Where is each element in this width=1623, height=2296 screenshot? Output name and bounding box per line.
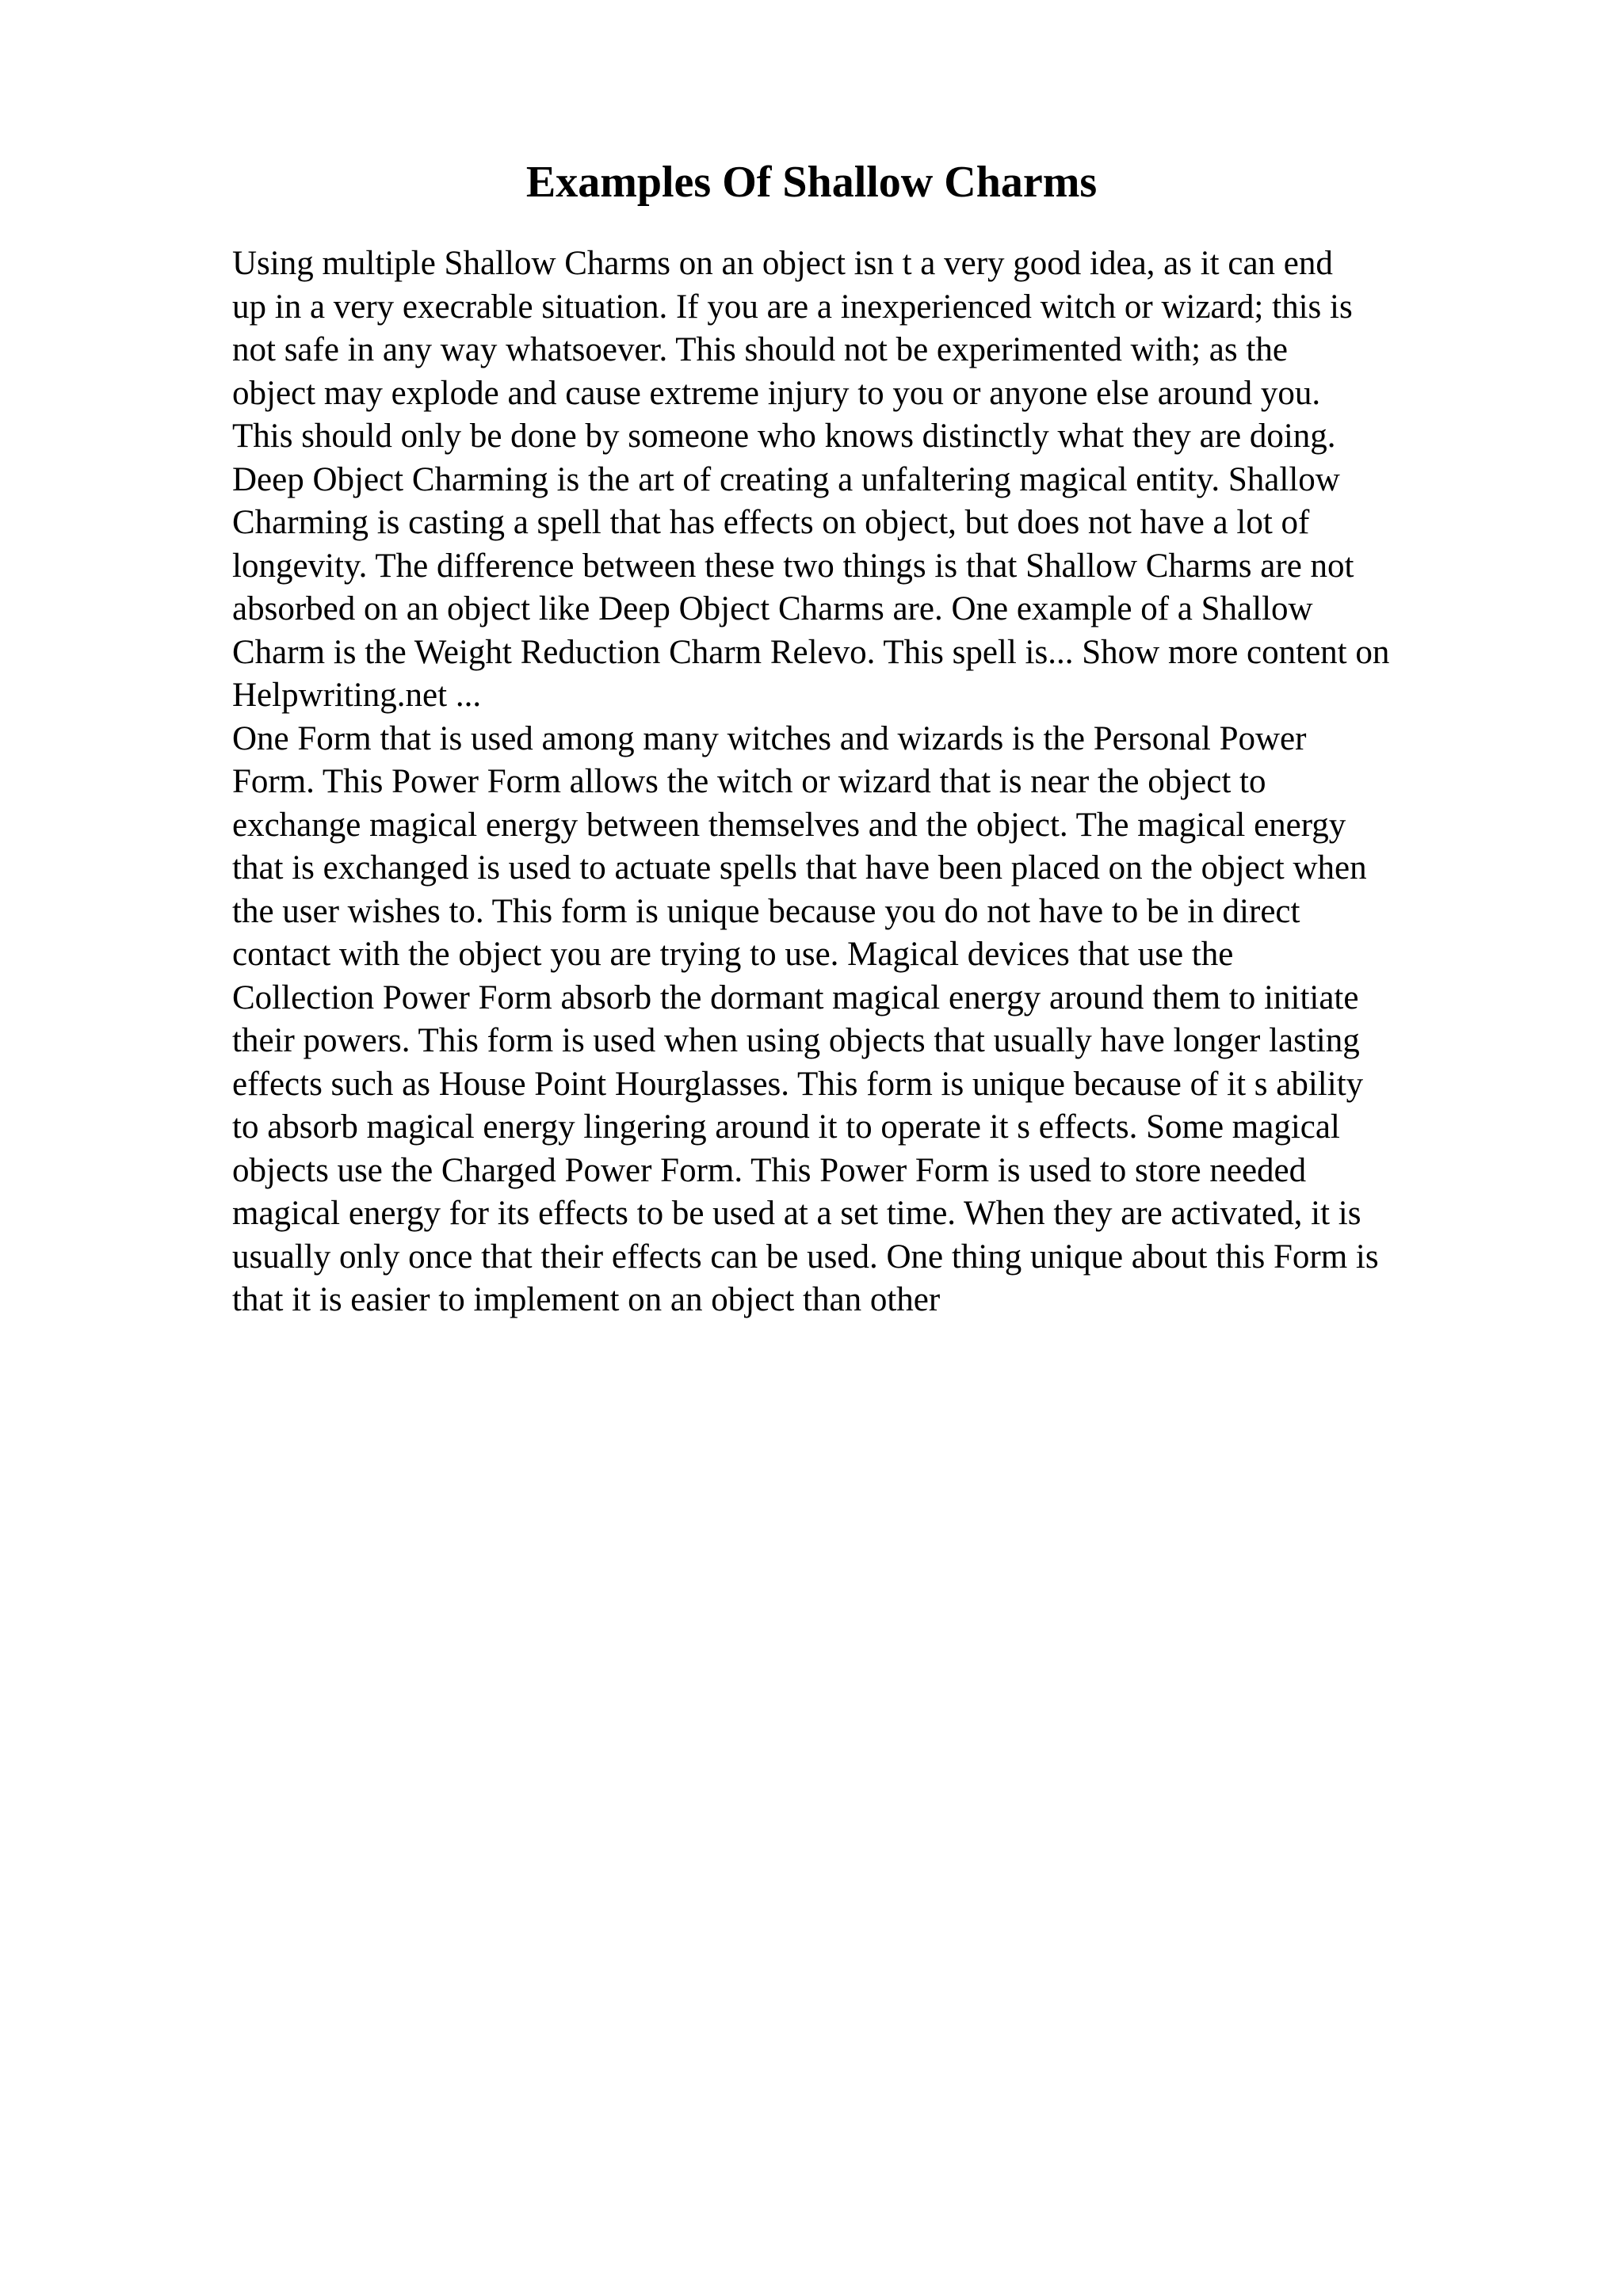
body-line-5: This should only be done by someone who knows distinctly what they are doing. xyxy=(232,418,1336,455)
body-line-16: the user wishes to. This form is unique because you do not have to be in direct xyxy=(232,892,1300,930)
body-line-11: Helpwriting.net ... xyxy=(232,677,482,714)
body-line-18: Collection Power Form absorb the dormant magical energy around them to initiate xyxy=(232,978,1359,1016)
body-line-15: that is exchanged is used to actuate spells that have been placed on the object when xyxy=(232,849,1367,887)
body-line-3: not safe in any way whatsoever. This should not be experimented with; as the xyxy=(232,331,1288,368)
body-line-4: object may explode and cause extreme injury to you or anyone else around you. xyxy=(232,374,1321,412)
body-line-10: Charm is the Weight Reduction Charm Relevo. This spell is... Show more content on xyxy=(232,633,1390,671)
body-line-20: effects such as House Point Hourglasses. This form is unique because of it s ability xyxy=(232,1065,1364,1103)
body-line-13: Form. This Power Form allows the witch or wizard that is near the object to xyxy=(232,763,1266,800)
body-line-19: their powers. This form is used when using objects that usually have longer lasting xyxy=(232,1022,1360,1059)
document-title: Examples Of Shallow Charms xyxy=(525,158,1098,207)
body-line-8: longevity. The difference between these two things is that Shallow Charms are not xyxy=(232,547,1354,585)
body-line-2: up in a very execrable situation. If you are a inexperienced witch or wizard; this is xyxy=(232,288,1353,326)
body-line-1: Using multiple Shallow Charms on an object isn t a very good idea, as it can end xyxy=(232,245,1333,282)
body-line-14: exchange magical energy between themselves and the object. The magical energy xyxy=(232,806,1346,844)
body-line-23: magical energy for its effects to be used at a set time. When they are activated, it is xyxy=(232,1195,1361,1232)
body-line-12: One Form that is used among many witches and wizards is the Personal Power xyxy=(232,719,1307,757)
body-line-9: absorbed on an object like Deep Object Charms are. One example of a Shallow xyxy=(232,590,1313,627)
body-line-7: Charming is casting a spell that has effects on object, but does not have a lot of xyxy=(232,504,1310,541)
body-line-17: contact with the object you are trying to use. Magical devices that use the xyxy=(232,936,1234,973)
document-body xyxy=(232,242,1500,1322)
body-line-24: usually only once that their effects can be used. One thing unique about this Form is xyxy=(232,1238,1379,1276)
body-line-6: Deep Object Charming is the art of creating a unfaltering magical entity. Shallow xyxy=(232,460,1340,498)
body-line-22: objects use the Charged Power Form. This Power Form is used to store needed xyxy=(232,1151,1307,1189)
body-line-25: that it is easier to implement on an object than other xyxy=(232,1281,941,1318)
body-line-21: to absorb magical energy lingering around it to operate it s effects. Some magical xyxy=(232,1108,1340,1146)
